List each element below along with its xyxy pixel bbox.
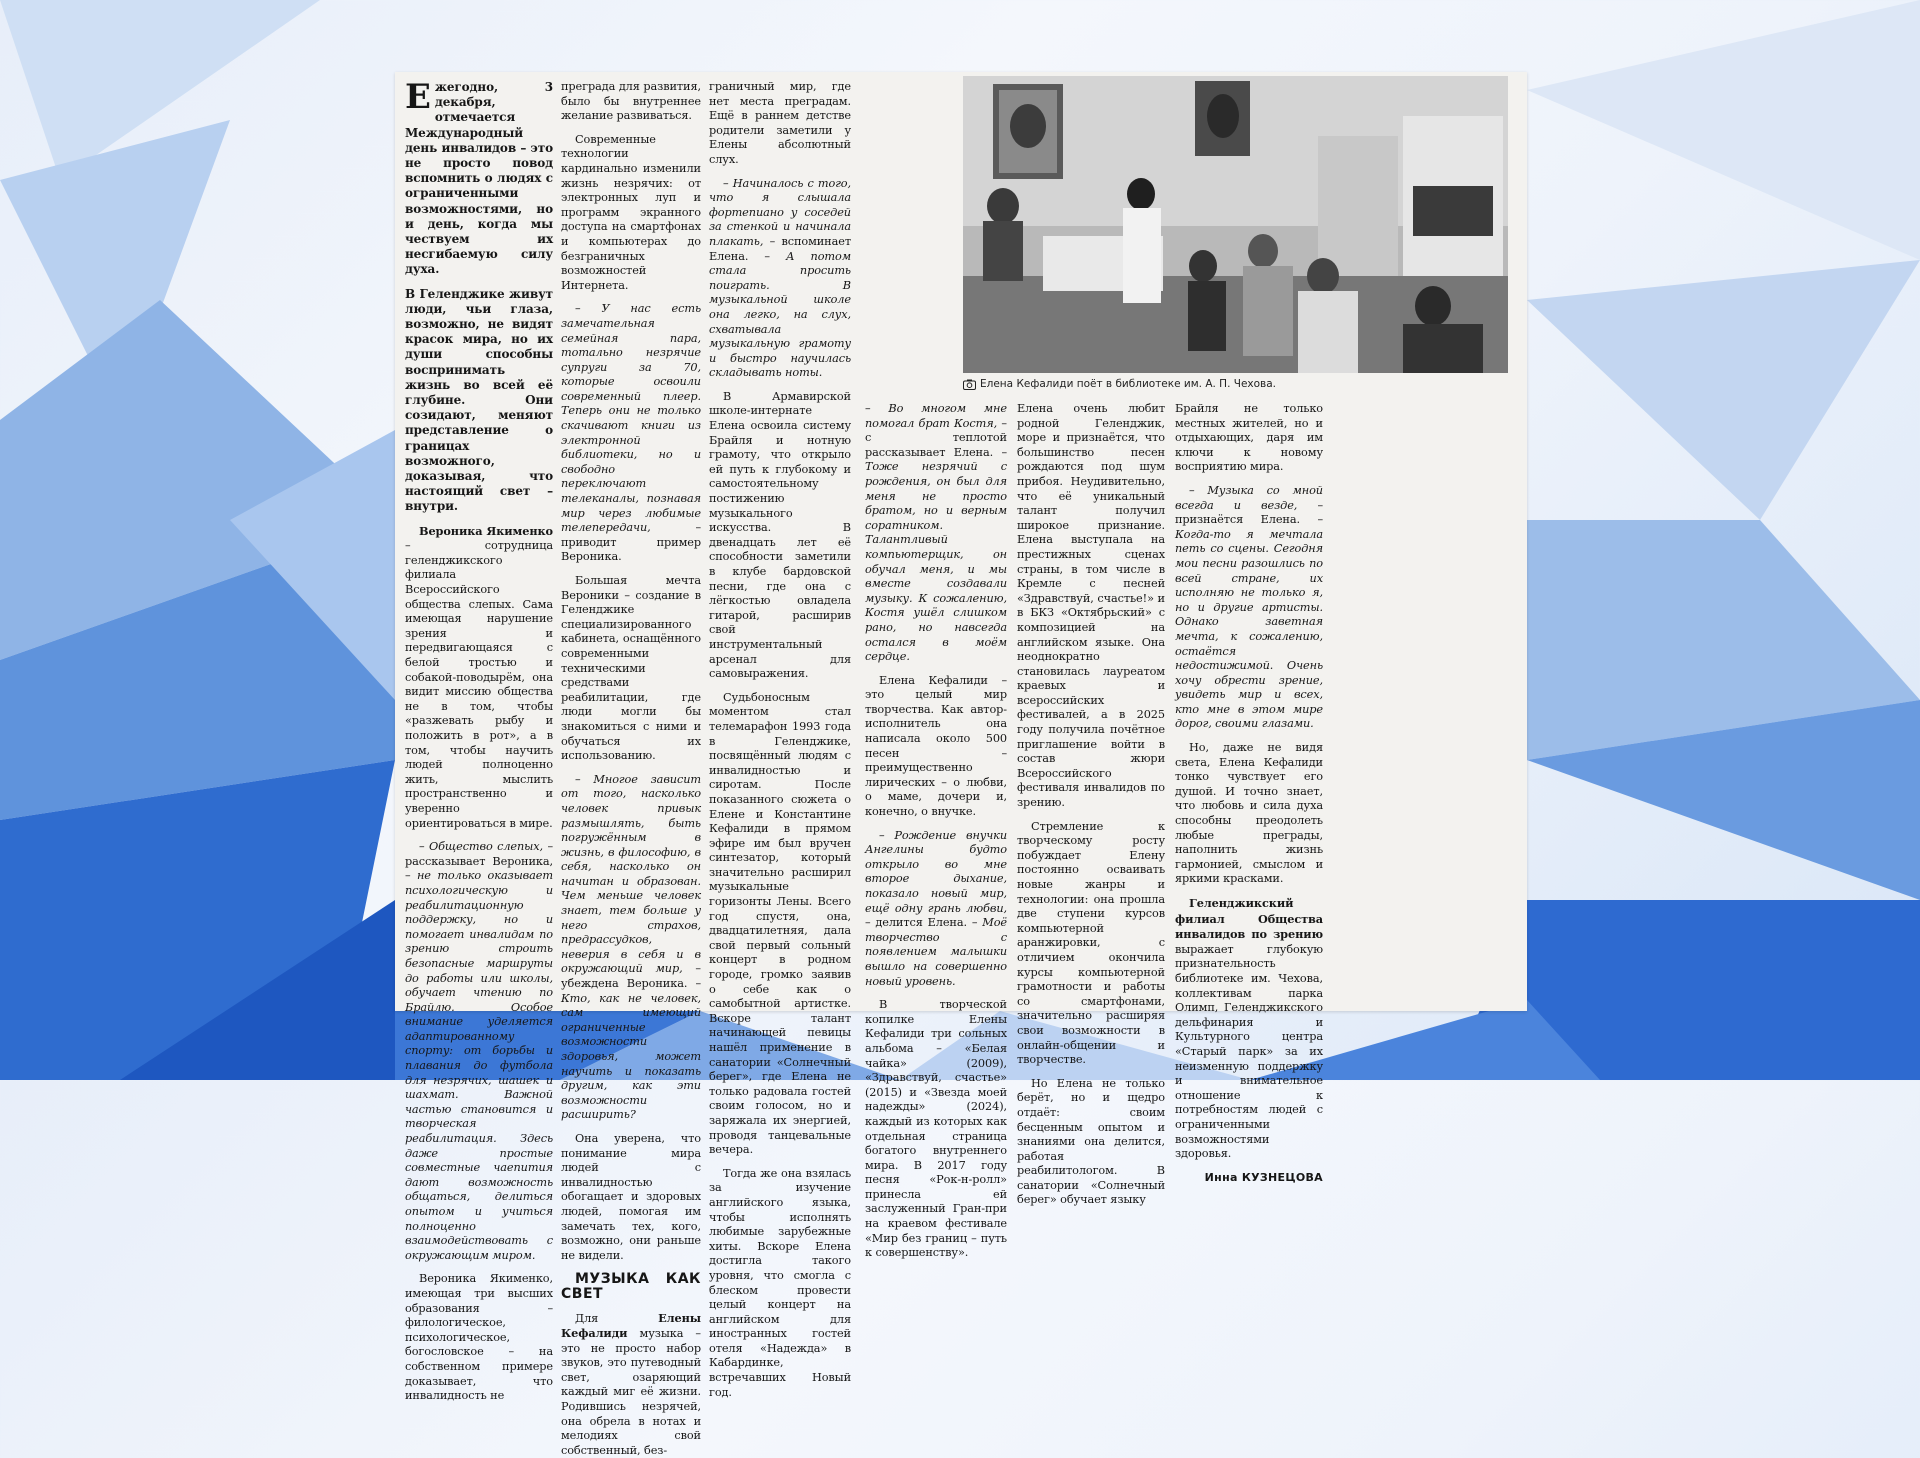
column-1 — [405, 80, 553, 1005]
column-6 — [1175, 402, 1515, 1005]
paragraph: Большая мечта Вероники – создание в Геленджике специализированного кабинета, оснащённого современными техническими средствами реабилитации, где люди могли бы знакомиться с ними и обучаться их использованию. — [561, 574, 701, 764]
author-signature: Инна КУЗНЕЦОВА — [1175, 1171, 1323, 1186]
paragraph: Но Елена не только берёт, но и щедро отдаёт: своим бесценным опытом и знаниями она делится, работая реабилитологом. В санатории «Солнечный берег» обучает языку — [1017, 1077, 1165, 1208]
camera-icon — [963, 379, 976, 390]
section-heading: МУЗЫКА КАК СВЕТ — [561, 1272, 701, 1301]
drop-cap: Е — [405, 83, 431, 111]
paragraph: Вероника Якименко, имеющая три высших образования – филологическое, психологическое, богословское – на собственном примере доказывает, что инвалидность не — [405, 1272, 553, 1403]
column-2 — [561, 80, 701, 1005]
person-name: Вероника Якименко — [419, 524, 553, 538]
column-5 — [1017, 402, 1165, 1005]
paragraph: Вероника Якименко – сотрудница геленджикского филиала Всероссийского общества слепых. Сама имеющая нарушение зрения и передвигающаяся с белой тростью и собакой-поводырём, она видит миссию общества не в том, чтобы «разжевать рыбу и положить в рот», а в том, чтобы научить людей полноценно жить, мыслить пространственно и уверенно ориентироваться в мире. — [405, 524, 553, 831]
quote-paragraph: – Общество слепых, – рассказывает Вероника, – не только оказывает психологическую и реабилитационную поддержку, но и помогает инвалидам по зрению строить безопасные маршруты до работы или школы, обучает чтению по Брайлю. Особое внимание уделяется адаптированному спорту: от борьбы и плавания до футбола для незрячих, шашек и шахмат. Важной частью становится и творческая реабилитация. Здесь даже простые совместные чаепития дают возможность общаться, делиться опытом и учиться полноценно взаимодействовать с окружающим миром. — [405, 840, 553, 1263]
paragraph: Елена очень любит родной Геленджик, море и признаётся, что большинство песен рождаются под шум прибоя. Неудивительно, что её уникальный талант получил широкое признание. Елена выступала на престижных сценах страны, в том числе в Кремле с песней «Здравствуй, счастье!» и в БКЗ «Октябрьский» с композицией на английском языке. Она неоднократно становилась лауреатом краевых и всероссийских фестивалей, а в 2025 году получила почётное приглашение войти в состав жюри Всероссийского фестиваля инвалидов по зрению. — [1017, 402, 1165, 811]
newspaper-page — [395, 72, 1527, 1011]
column-4 — [865, 402, 1007, 1005]
quote-paragraph: – У нас есть замечательная семейная пара, тотально незрячие супруги за 70, которые освоили современный плеер. Теперь они не только скачивают книги из электронной библиотеки, но и свободно переключают телеканалы, познавая мир через любимые телепередачи, – приводит пример Вероника. — [561, 302, 701, 565]
paragraph: Елена Кефалиди – это целый мир творчества. Как автор-исполнитель она написала около 500 песен – преимущественно лирических – о любви, о маме, дочери и, конечно, о внучке. — [865, 674, 1007, 820]
paragraph: Она уверена, что понимание мира людей с инвалидностью обогащает и здоровых людей, помогая им замечать тех, кого, возможно, они раньше не видели. — [561, 1132, 701, 1263]
paragraph: Судьбоносным моментом стал телемарафон 1993 года в Геленджике, посвящённый людям с инвалидностью и сиротам. После показанного сюжета о Елене и Константине Кефалиди в прямом эфире им был вручен синтезатор, который значительно расширил музыкальные горизонты Лены. Всего год спустя, она, двадцатилетняя, дала свой первый сольный концерт в родном городе, громко заявив о себе как о самобытной артистке. Вскоре талант начинающей певицы нашёл применение в санатории «Солнечный берег», где Елена не только радовала гостей своим голосом, но и заряжала их энергией, проводя танцевальные вечера. — [709, 691, 851, 1158]
photo-caption — [963, 378, 1508, 390]
column-6-inner — [1175, 402, 1323, 1185]
quote-paragraph: – Во многом мне помогал брат Костя, – с теплотой рассказывает Елена. – Тоже незрячий с рождения, он был для меня не просто братом, но и верным соратником. Талантливый компьютерщик, он обучал меня, и мы вместе создавали музыку. К сожалению, Костя ушёл слишком рано, но навсегда остался в моём сердце. — [865, 402, 1007, 665]
paragraph: Современные технологии кардинально изменили жизнь незрячих: от электронных луп и программ экранного доступа на смартфонах и компьютерах до безграничных возможностей Интернета. — [561, 133, 701, 294]
lead-paragraph-2: В Геленджике живут люди, чьи глаза, возможно, не видят красок мира, но их души способны воспринимать жизнь во всей её глубине. Они созидают, меняют представление о границах возможного, доказывая, что настоящий свет – внутри. — [405, 287, 553, 515]
paragraph: В творческой копилке Елены Кефалиди три сольных альбома – «Белая чайка» (2009), «Здравствуй, счастье» (2015) и «Звезда моей надежды» (2024), каждый из которых как отдельная страница богатого внутреннего мира. В 2017 году песня «Рок-н-ролл» принесла ей заслуженный Гран-при на краевом фестивале «Мир без границ – путь к совершенству». — [865, 998, 1007, 1261]
column-3 — [709, 80, 851, 1005]
paragraph: граничный мир, где нет места преградам. Ещё в раннем детстве родители заметили у Елены абсолютный слух. — [709, 80, 851, 168]
lead-paragraph: Ежегодно, 3 декабря, отмечается Международный день инвалидов – это не просто повод вспомнить о людях с ограниченными возможностями, но и день, когда мы чествуем их несгибаемую силу духа. — [405, 80, 553, 278]
paragraph: Тогда же она взялась за изучение английского языка, чтобы исполнять любимые зарубежные хиты. Вскоре Елена достигла такого уровня, что смогла с блеском провести целый концерт на английском для иностранных гостей отеля «Надежда» в Кабардинке, встречавших Новый год. — [709, 1167, 851, 1401]
photo-scene — [963, 76, 1508, 373]
paragraph: Для Елены Кефалиди музыка – это не просто набор звуков, это путеводный свет, озаряющий каждый миг её жизни. Родившись незрячей, она обрела в нотах и мелодиях свой собственный, без- — [561, 1311, 701, 1458]
quote-paragraph: – Начиналось с того, что я слышала фортепиано у соседей за стенкой и начинала плакать, – вспоминает Елена. – А потом стала просить поиграть. В музыкальной школе она легко, на слух, схватывала музыкальную грамоту и быстро научилась складывать ноты. — [709, 177, 851, 381]
quote-paragraph: – Музыка со мной всегда и везде, – признаётся Елена. – Когда-то я мечтала петь со сцены. Сегодня мои песни разошлись по всей стране, их исполняю не только я, но и другие артисты. Однако заветная мечта, к сожалению, остаётся недостижимой. Очень хочу обрести зрение, увидеть мир и всех, кто мне в этом мире дорог, своими глазами. — [1175, 484, 1323, 732]
article-photo — [963, 76, 1508, 373]
quote-paragraph: – Рождение внучки Ангелины будто открыло во мне второе дыхание, показало новый мир, ещё одну грань любви, – делится Елена. – Моё творчество с появлением малышки вышло на совершенно новый уровень. — [865, 829, 1007, 990]
paragraph: В Армавирской школе-интернате Елена освоила систему Брайля и нотную грамоту, что открыло ей путь к глубокому и самостоятельному постижению музыкального искусства. В двенадцать лет её способности заметили в клубе бардовской песни, где она с лёгкостью овладела гитарой, расширив свой инструментальный арсенал для самовыражения. — [709, 390, 851, 682]
caption-text: Елена Кефалиди поёт в библиотеке им. А. П. Чехова. — [980, 378, 1276, 390]
quote-paragraph: – Многое зависит от того, насколько человек привык размышлять, быть погружённым в жизнь, в философию, в себя, насколько он начитан и образован. Чем меньше человек знает, тем больше у него страхов, предрассудков, неверия в себя и в окружающий мир, – убеждена Вероника. – Кто, как не человек, сам имеющий ограниченные возможности здоровья, может научить и показать другим, как эти возможности расширить? — [561, 773, 701, 1123]
acknowledgement-paragraph: Геленджикский филиал Общества инвалидов по зрению выражает глубокую признательность библиотеке им. Чехова, коллективам парка Олимп, Геленджикского дельфинария и Культурного центра «Старый парк» за их неизменную поддержку и внимательное отношение к потребностям людей с ограниченными возможностями здоровья. — [1175, 896, 1323, 1162]
paragraph: Но, даже не видя света, Елена Кефалиди тонко чувствует его душой. И точно знает, что любовь и сила духа способны преодолеть любые преграды, наполнить жизнь гармонией, смыслом и яркими красками. — [1175, 741, 1323, 887]
paragraph: преграда для развития, было бы внутреннее желание развиваться. — [561, 80, 701, 124]
paragraph: Брайля не только местных жителей, но и отдыхающих, даря им ключи к новому восприятию мира. — [1175, 402, 1323, 475]
person-name: Елены Кефалиди — [561, 1311, 701, 1341]
paragraph: Стремление к творческому росту побуждает Елену постоянно осваивать новые жанры и технологии: она прошла две ступени курсов компьютерной аранжировки, с отличием окончила курсы компьютерной грамотности и работы со смартфонами, значительно расширяя свои возможности в онлайн-общении и творчестве. — [1017, 820, 1165, 1068]
